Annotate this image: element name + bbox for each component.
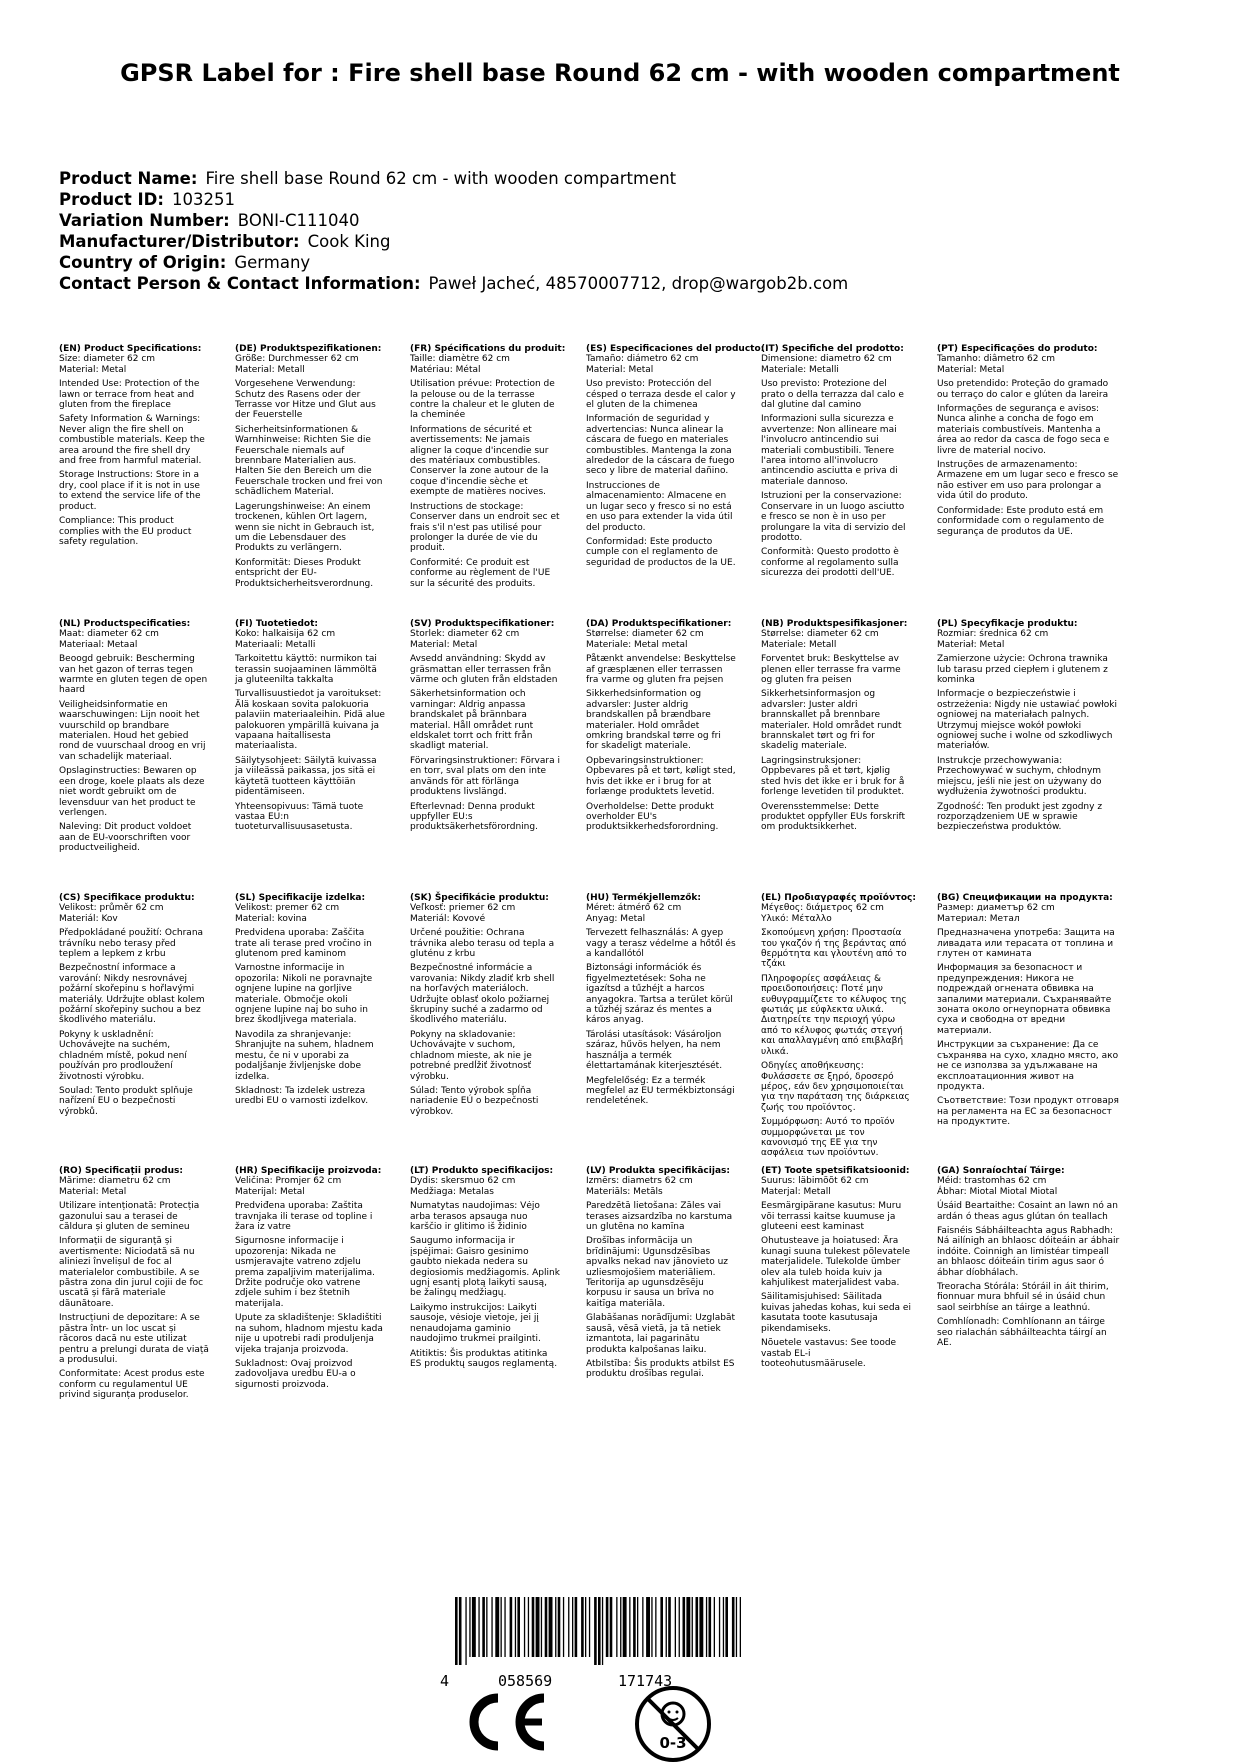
spec-line: Materijal: Metal bbox=[235, 1186, 305, 1197]
language-heading: (HR) Specifikacije proizvoda: bbox=[235, 1166, 382, 1176]
barcode-bar bbox=[699, 1597, 703, 1657]
barcode-bar bbox=[558, 1597, 561, 1657]
spec-line: Koko: halkaisija 62 cm bbox=[235, 629, 336, 640]
language-block bbox=[586, 619, 736, 837]
language-heading: (BG) Спецификации на продукта: bbox=[937, 893, 1113, 903]
spec-line: Οδηγίες αποθήκευσης: Φυλάσσετε σε ξηρό, δροσερό μέρος, εάν δεν χρησιμοποιείται για την παράταση της διάρκειας ζωής του προϊόντος. bbox=[761, 1061, 910, 1113]
spec-line: Navodila za shranjevanje: Shranjujte na suhem, hladnem mestu, če ni v uporabi za podaljšanje življenjske dobe izdelka. bbox=[235, 1029, 374, 1082]
spec-line: Conformità: Questo prodotto è conforme al regolamento sulla sicurezza dei prodotti dell'UE. bbox=[761, 547, 899, 579]
barcode-bar bbox=[723, 1597, 724, 1657]
barcode-bar bbox=[515, 1597, 516, 1657]
spec-line: Bezpečnostní informace a varování: Nikdy nesrovnávej požární skořepinu s hořlavými materiály. Udržujte oblast kolem požární skořepiny suchou a bez škodlivého materiálu. bbox=[59, 963, 205, 1026]
spec-line: Størrelse: diameter 62 cm bbox=[586, 629, 704, 640]
language-heading: (ET) Toote spetsifikatsioonid: bbox=[761, 1166, 910, 1176]
spec-line: Säilitamisjuhised: Säilitada kuivas jahedas kohas, kui seda ei kasutata toote kasutusaja pikendamiseks. bbox=[761, 1292, 911, 1334]
spec-line: Treoracha Stórála: Stóráil in áit thirim, fionnuar mura bhfuil sé in úsáid chun saol seirbhíse an táirge a leathnú. bbox=[937, 1282, 1109, 1313]
barcode-digits-middle: 058569 bbox=[498, 1672, 553, 1690]
spec-line: Compliance: This product complies with the EU product safety regulation. bbox=[59, 516, 192, 547]
barcode-bar bbox=[696, 1597, 699, 1657]
barcode-bar bbox=[714, 1597, 715, 1657]
language-block bbox=[235, 619, 385, 837]
product-info bbox=[59, 168, 1189, 294]
language-block bbox=[937, 893, 1122, 1132]
spec-line: Opbevaringsinstruktioner: Opbevares på et tørt, køligt sted, hvis det ikke er i brug for at forlænge produktets levetid. bbox=[586, 755, 736, 798]
spec-line: Materiál: Kov bbox=[59, 913, 118, 924]
info-row bbox=[59, 189, 1189, 210]
spec-line: Intended Use: Protection of the lawn or terrace from heat and gluten from the fireplace bbox=[59, 379, 200, 411]
barcode-bar bbox=[646, 1597, 650, 1657]
spec-line: Tarkoitettu käyttö: nurmikon tai terassin suojaaminen lämmöltä ja gluteenilta takkalta bbox=[235, 654, 377, 686]
spec-line: Určené použitie: Ochrana trávnika alebo terasu od tepla a gluténu z krbu bbox=[410, 928, 555, 960]
spec-line: Sikkerhedsinformation og advarsler: Juster aldrig brandskallen på brændbare materialer. Hold området omkring brandskal tørre og fri for skadeligt materiale. bbox=[586, 689, 721, 752]
spec-line: Forventet bruk: Beskyttelse av plenen eller terrasse fra varme og gluten fra peisen bbox=[761, 654, 901, 686]
language-heading: (LV) Produkta specifikācijas: bbox=[586, 1166, 730, 1176]
spec-line: Instrukcje przechowywania: Przechowywać w suchym, chłodnym miejscu, jeśli nie jest on używany do wydłużenia żywotności produktu. bbox=[937, 755, 1102, 798]
spec-line: Izmērs: diametrs 62 cm bbox=[586, 1176, 693, 1187]
spec-line: Materiale: Metall bbox=[761, 639, 837, 650]
info-row bbox=[59, 273, 1189, 294]
spec-line: Conformitate: Acest produs este conform cu regulamentul UE privind siguranța produselor. bbox=[59, 1369, 205, 1401]
barcode-bar bbox=[459, 1597, 462, 1665]
barcode-bar bbox=[482, 1597, 485, 1657]
spec-line: Material: Metal bbox=[937, 364, 1005, 375]
spec-line: Πληροφορίες ασφάλειας & προειδοποιήσεις: Ποτέ μην ευθυγραμμίζετε το κέλυφος της φωτιάς με εύφλεκτα υλικά. Διατηρείτε την περιοχή γύρω από το κέλυφος φωτιάς στεγνή και απαλλαγμένη από επιβλαβή υλικά. bbox=[761, 973, 907, 1057]
spec-line: Méid: trastomhas 62 cm bbox=[937, 1176, 1047, 1187]
spec-line: Maat: diameter 62 cm bbox=[59, 629, 159, 640]
barcode-bar bbox=[581, 1597, 584, 1657]
spec-line: Paredzētā lietošana: Zāles vai terases aizsardzība no karstuma un glutēna no kamīna bbox=[586, 1201, 733, 1233]
language-heading: (IT) Specifiche del prodotto: bbox=[761, 344, 904, 354]
spec-line: Veličina: Promjer 62 cm bbox=[235, 1176, 342, 1187]
spec-line: Medžiaga: Metalas bbox=[410, 1186, 494, 1197]
info-value: 103251 bbox=[171, 190, 235, 209]
language-block bbox=[59, 893, 209, 1121]
spec-line: Biztonsági információk és figyelmeztetések: Soha ne igazítsd a tűzhéjt a harcos anyagokra. Tartsa a terület körül a tűzhéj száraz és mentes a káros anyag. bbox=[586, 963, 733, 1026]
spec-line: Material: Metal bbox=[59, 364, 127, 375]
spec-line: Atitiktis: Šis produktas atitinka ES produktų saugos reglamentą. bbox=[410, 1348, 558, 1369]
spec-line: Glabāšanas norādījumi: Uzglabāt sausā, vēsā vietā, ja tā netiek izmantota, lai pagarinātu produkta kalpošanas laiku. bbox=[586, 1313, 735, 1355]
spec-line: Lagringsinstruksjoner: Oppbevares på et tørt, kjølig sted hvis det ikke er i bruk for å forlenge levetiden til produktet. bbox=[761, 755, 905, 798]
spec-line: Materiaal: Metaal bbox=[59, 639, 138, 650]
spec-line: Размер: диаметър 62 cm bbox=[937, 903, 1055, 914]
spec-line: Overholdelse: Dette produkt overholder EU's produktsikkerhedsforordning. bbox=[586, 801, 719, 833]
spec-line: Velikost: premer 62 cm bbox=[235, 903, 340, 914]
language-heading: (DA) Produktspecifikationer: bbox=[586, 619, 732, 629]
spec-line: Storage Instructions: Store in a dry, cool place if it is not in use to extend the service life of the product. bbox=[59, 470, 201, 512]
spec-line: Nõuetele vastavus: See toode vastab EL-i tooteohutusmäärusele. bbox=[761, 1338, 897, 1369]
barcode-bar bbox=[732, 1597, 735, 1657]
barcode-bar bbox=[623, 1597, 627, 1657]
info-value: Fire shell base Round 62 cm - with wooden compartment bbox=[205, 169, 677, 188]
spec-line: Safety Information & Warnings: Never align the fire shell on combustible materials. Keep the area around the fire shell dry and free from harmful material. bbox=[59, 414, 205, 467]
spec-line: Megfelelőség: Ez a termék megfelel az EU termékbiztonsági rendeletének. bbox=[586, 1075, 735, 1107]
barcode-bar bbox=[598, 1597, 601, 1665]
barcode-bar bbox=[655, 1597, 656, 1657]
spec-line: Uso pretendido: Proteção do gramado ou terraço do calor e glúten da lareira bbox=[937, 379, 1109, 400]
barcode-bar bbox=[629, 1597, 630, 1657]
barcode-bar bbox=[532, 1597, 535, 1657]
spec-line: Istruzioni per la conservazione: Conservare in un luogo asciutto e fresco se non è in uso per prolungare la vita di servizio del prodotto. bbox=[761, 491, 906, 543]
spec-line: Størrelse: diameter 62 cm bbox=[761, 629, 879, 640]
spec-line: Informações de segurança e avisos: Nunca alinhe a concha de fogo em materiais combustíveis. Mantenha a área ao redor da casca de fogo seca e livre de material nocivo. bbox=[937, 404, 1110, 456]
spec-line: Påtænkt anvendelse: Beskyttelse af græsplænen eller terrassen fra varme og gluten fra pejsen bbox=[586, 654, 736, 686]
language-heading: (CS) Specifikace produktu: bbox=[59, 893, 195, 903]
language-block bbox=[586, 893, 736, 1111]
spec-line: Informații de siguranță și avertismente: Niciodată să nu aliniezi învelișul de foc al materialelor combustibile. A se păstra zona din jurul cojii de foc uscată și fără materiale dăunătoare. bbox=[59, 1236, 204, 1309]
spec-line: Storlek: diameter 62 cm bbox=[410, 629, 520, 640]
barcode-bar bbox=[606, 1597, 609, 1657]
barcode-bar bbox=[725, 1597, 728, 1657]
spec-line: Velikost: průměr 62 cm bbox=[59, 903, 164, 914]
spec-line: Yhteensopivuus: Tämä tuote vastaa EU:n tuoteturvallisuusasetusta. bbox=[235, 801, 364, 833]
info-row bbox=[59, 168, 1189, 189]
spec-line: Naleving: Dit product voldoet aan de EU-voorschriften voor productveiligheid. bbox=[59, 822, 192, 854]
language-heading: (NL) Productspecificaties: bbox=[59, 619, 191, 629]
spec-line: Συμμόρφωση: Αυτό το προϊόν συμμορφώνεται με τον κανονισμό της ΕΕ για την ασφάλεια των προϊόντων. bbox=[761, 1117, 895, 1159]
language-heading: (ES) Especificaciones del producto: bbox=[586, 344, 765, 354]
barcode-bar bbox=[541, 1597, 542, 1657]
language-block bbox=[761, 619, 911, 837]
spec-line: Tárolási utasítások: Vásároljon száraz, hűvös helyen, ha nem használja a termék élettartamának kiterjesztését. bbox=[586, 1029, 723, 1072]
spec-line: Suurus: läbimõõt 62 cm bbox=[761, 1176, 869, 1187]
spec-line: Materiale: Metalli bbox=[761, 364, 839, 375]
spec-line: Materiał: Metal bbox=[937, 639, 1005, 650]
spec-line: Materiāls: Metāls bbox=[586, 1186, 663, 1197]
spec-line: Materiale: Metal metal bbox=[586, 639, 688, 650]
spec-line: Veľkosť: priemer 62 cm bbox=[410, 903, 516, 914]
spec-line: Instrucciones de almacenamiento: Almacene en un lugar seco y fresco si no está en uso para extender la vida útil del producto. bbox=[586, 480, 733, 533]
barcode-bar bbox=[594, 1597, 597, 1665]
language-block bbox=[410, 344, 566, 593]
language-block bbox=[586, 1166, 736, 1384]
barcode-bar bbox=[517, 1597, 520, 1657]
spec-line: Veiligheidsinformatie en waarschuwingen: Lijn nooit het vuurschild op brandbare materialen. Houd het gebied rond de vuurschaal droog en vrij van schadelijk materiaal. bbox=[59, 699, 206, 762]
language-block bbox=[761, 344, 911, 583]
barcode-bar bbox=[602, 1597, 603, 1665]
spec-line: Información de seguridad y advertencias: Nunca alinear la cáscara de fuego en materiales combustibles. Mantenga la zona alrededor de la cáscara de fuego seco y libre de material dañino. bbox=[586, 414, 735, 477]
ce-mark-icon bbox=[460, 1692, 552, 1752]
language-block bbox=[410, 619, 560, 837]
spec-line: Informations de sécurité et avertissements: Ne jamais aligner la coque d'incendie sur des matériaux combustibles. Conserver la zone autour de la coque d'incendie sèche et exempte de matières nocives. bbox=[410, 424, 549, 498]
spec-line: Varnostne informacije in opozorila: Nikoli ne poravnajte ognjene lupine na gorljive materiale. Območje okoli ognjene lupine naj bo suho in brez škodljivega materiala. bbox=[235, 963, 373, 1026]
language-heading: (GA) Sonraíochtaí Táirge: bbox=[937, 1166, 1065, 1176]
spec-line: Materiál: Kovové bbox=[410, 913, 486, 924]
language-heading: (PL) Specyfikacje produktu: bbox=[937, 619, 1078, 629]
spec-line: Informacje o bezpieczeństwie i ostrzeżenia: Nigdy nie ustawiać powłoki ogniowej na materiałach palnych. Utrzymuj miejsce wokół powłoki ogniowej suche i wolne od szkodliwych materiałów. bbox=[937, 689, 1117, 752]
language-block bbox=[59, 344, 209, 551]
spec-line: Laikymo instrukcijos: Laikyti sausoje, vėsioje vietoje, jei jį nenaudojama gaminio naudojimo trukmei prailginti. bbox=[410, 1302, 541, 1345]
barcode-bar bbox=[660, 1597, 663, 1657]
spec-line: Eesmärgipärane kasutus: Muru või terrassi kaitse kuumuse ja gluteeni eest kaminast bbox=[761, 1201, 902, 1233]
spec-line: Säilytysohjeet: Säilytä kuivassa ja viileässä paikassa, jos sitä ei käytetä tuotteen käyttöiän pidentämiseen. bbox=[235, 755, 377, 798]
spec-line: Atbilstība: Šis produkts atbilst ES produktu drošības regulai. bbox=[586, 1358, 735, 1380]
barcode-bar bbox=[736, 1597, 737, 1657]
language-block bbox=[59, 1166, 209, 1405]
language-block bbox=[937, 1166, 1122, 1353]
barcode-bar bbox=[528, 1597, 529, 1657]
language-block bbox=[761, 1166, 911, 1373]
spec-line: Úsáid Beartaithe: Cosaint an lawn nó an ardán ó theas agus glútan ón teallach bbox=[937, 1201, 1118, 1222]
page-title: GPSR Label for : Fire shell base Round 62 cm - with wooden compartment bbox=[120, 59, 1120, 87]
spec-line: Taille: diamètre 62 cm bbox=[410, 354, 510, 365]
spec-line: Materiaali: Metalli bbox=[235, 639, 316, 650]
language-heading: (HU) Termékjellemzők: bbox=[586, 893, 702, 903]
spec-line: Drošības informācija un brīdinājumi: Ugunsdzēsības apvalks nekad nav jānovieto uz uzliesmojošiem materiāliem. Teritorija ap ugunsdzēsēju korpusu ir sausa un brīva no kaitīga materiāla. bbox=[586, 1236, 729, 1309]
spec-line: Material: Metall bbox=[235, 364, 305, 375]
spec-line: Säkerhetsinformation och varningar: Aldrig anpassa brandskalet på brännbara material. Håll området runt eldskalet torrt och fritt från skadligt material. bbox=[410, 689, 534, 752]
spec-line: Uso previsto: Protezione del prato o della terrazza dal calo e dal glutine dal camino bbox=[761, 379, 904, 411]
barcode-bar bbox=[740, 1597, 741, 1657]
spec-line: Sikkerhetsinformasjon og advarsler: Juster aldri brannskallet på brennbare materialer. Hold området rundt brannskalet tørt og fri for skadelig materiale. bbox=[761, 689, 902, 752]
info-label: Product ID: bbox=[59, 190, 164, 209]
spec-line: Uso previsto: Protección del césped o terraza desde el calor y el gluten de la chimenea bbox=[586, 379, 736, 411]
language-block bbox=[59, 619, 209, 858]
barcode-digits-right: 171743 bbox=[618, 1672, 673, 1690]
barcode-bar bbox=[675, 1597, 676, 1657]
info-row bbox=[59, 231, 1189, 252]
barcode-bar bbox=[555, 1597, 556, 1657]
barcode-bar bbox=[686, 1597, 690, 1657]
barcode-bar bbox=[642, 1597, 643, 1657]
barcode-bar bbox=[616, 1597, 617, 1657]
spec-line: Conformidad: Este producto cumple con el reglamento de seguridad de productos de la UE. bbox=[586, 536, 736, 568]
barcode-bar bbox=[589, 1597, 590, 1657]
barcode-bar bbox=[668, 1597, 671, 1657]
spec-line: Sicherheitsinformationen & Warnhinweise: Richten Sie die Feuerschale niemals auf brennbare Materialien aus. Halten Sie den Bereich um die Feuerschale trocken und frei von schädlichem Material. bbox=[235, 424, 383, 498]
language-block bbox=[410, 893, 560, 1121]
spec-line: Material: kovina bbox=[235, 913, 307, 924]
info-label: Contact Person & Contact Information: bbox=[59, 274, 421, 293]
language-heading: (FI) Tuotetiedot: bbox=[235, 619, 319, 629]
spec-line: Turvallisuustiedot ja varoitukset: Älä koskaan sovita palokuoria palaviin materiaaleihin. Pidä alue palokuoren ympärillä kuivana ja vapaana haitallisesta materiaalista. bbox=[235, 689, 385, 752]
language-heading: (NB) Produktspesifikasjoner: bbox=[761, 619, 908, 629]
barcode-bar bbox=[486, 1597, 487, 1657]
spec-line: Upute za skladištenje: Skladištiti na suhom, hladnom mjestu kada nije u upotrebi radi produljenja vijeka trajanja proizvoda. bbox=[235, 1313, 383, 1355]
language-block bbox=[586, 344, 765, 572]
barcode bbox=[455, 1597, 740, 1665]
language-block bbox=[235, 1166, 385, 1394]
spec-line: Instrucțiuni de depozitare: A se păstra într- un loc uscat și răcoros dacă nu este utilizat pentru a prelungi durata de viață a produsului. bbox=[59, 1313, 209, 1365]
barcode-bar bbox=[545, 1597, 548, 1657]
language-block bbox=[410, 1166, 560, 1373]
spec-line: Sukladnost: Ovaj proizvod zadovoljava uredbu EU-a o sigurnosti proizvoda. bbox=[235, 1358, 356, 1390]
spec-line: Avsedd användning: Skydd av gräsmattan eller terrassen från värme och gluten från eldstaden bbox=[410, 654, 558, 686]
barcode-bar bbox=[666, 1597, 667, 1657]
barcode-digit-left: 4 bbox=[440, 1672, 450, 1690]
language-heading: (EL) Προδιαγραφές προϊόντος: bbox=[761, 893, 916, 903]
spec-line: Konformität: Dieses Produkt entspricht der EU-Produktsicherheitsverordnung. bbox=[235, 557, 374, 589]
spec-line: Skladnost: Ta izdelek ustreza uredbi EU o varnosti izdelkov. bbox=[235, 1085, 369, 1107]
spec-line: Tamaño: diámetro 62 cm bbox=[586, 354, 699, 365]
barcode-bar bbox=[679, 1597, 680, 1657]
spec-line: Съответствие: Този продукт отговаря на регламента на ЕС за безопасност на продуктите. bbox=[937, 1096, 1119, 1128]
barcode-bar bbox=[633, 1597, 636, 1657]
barcode-bar bbox=[469, 1597, 470, 1657]
language-block bbox=[937, 344, 1122, 541]
spec-line: Faisnéis Sábháilteachta agus Rabhadh: Ná ailínigh an bhlaosc dóiteáin ar ábhair indóite. Coinnigh an limistéar timpeall an bhlaosc dóiteáin tirim agus saor ó ábhar díobhálach. bbox=[937, 1226, 1120, 1278]
spec-line: Pokyny k uskladnění: Uchovávejte na suchém, chladném místě, pokud není používán pro prodloužení životnosti výrobku. bbox=[59, 1029, 187, 1082]
barcode-bar bbox=[478, 1597, 479, 1657]
spec-line: Conformidade: Este produto está em conformidade com o regulamento de segurança de produtos da UE. bbox=[937, 505, 1105, 537]
language-heading: (RO) Specificații produs: bbox=[59, 1166, 183, 1176]
spec-line: Rozmiar: średnica 62 cm bbox=[937, 629, 1049, 640]
spec-line: Förvaringsinstruktioner: Förvara i en torr, sval plats om den inte används för att förlänga produktens livslängd. bbox=[410, 755, 560, 798]
spec-line: Dydis: skersmuo 62 cm bbox=[410, 1176, 516, 1187]
spec-line: Material: Metal bbox=[59, 1186, 127, 1197]
language-heading: (SL) Specifikacije izdelka: bbox=[235, 893, 366, 903]
spec-line: Ohutusteave ja hoiatused: Ära kunagi suuna tulekest põlevatele materjalidele. Tulekolde ümber olev ala tuleb hoida kuiv ja kahjulikest materjalidest vaba. bbox=[761, 1236, 911, 1289]
spec-line: Predvidena uporaba: Zaščita trate ali terase pred vročino in glutenom pred kaminom bbox=[235, 928, 372, 960]
spec-line: Größe: Durchmesser 62 cm bbox=[235, 354, 359, 365]
barcode-bar bbox=[465, 1597, 466, 1665]
barcode-bar bbox=[692, 1597, 693, 1657]
spec-line: Numatytas naudojimas: Vėjo arba terasos apsauga nuo karščio ir glitimo iš židinio bbox=[410, 1201, 540, 1233]
spec-line: Μέγεθος: διάμετρος 62 cm bbox=[761, 903, 884, 914]
info-value: Cook King bbox=[307, 232, 391, 251]
spec-line: Lagerungshinweise: An einem trockenen, kühlen Ort lagern, wenn sie nicht in Gebrauch ist, um die Lebensdauer des Produkts zu verlängern. bbox=[235, 501, 375, 554]
language-heading: (FR) Spécifications du produit: bbox=[410, 344, 566, 354]
barcode-bar bbox=[610, 1597, 613, 1657]
spec-line: Σκοπούμενη χρήση: Προστασία του γκαζόν ή της βεράντας από θερμότητα και γλουτένη από το τζάκι bbox=[761, 928, 907, 970]
language-block bbox=[761, 893, 916, 1163]
info-row bbox=[59, 210, 1189, 231]
info-label: Product Name: bbox=[59, 169, 198, 188]
info-value: Germany bbox=[234, 253, 311, 272]
spec-line: Comhlíonadh: Comhlíonann an táirge seo rialachán sábháilteachta táirgí an AE. bbox=[937, 1317, 1107, 1349]
spec-line: Materjal: Metall bbox=[761, 1186, 831, 1197]
spec-line: Material: Metal bbox=[410, 639, 478, 650]
barcode-bar bbox=[491, 1597, 492, 1657]
info-label: Country of Origin: bbox=[59, 253, 227, 272]
spec-line: Mărime: diametru 62 cm bbox=[59, 1176, 171, 1187]
language-block bbox=[235, 344, 385, 593]
barcode-bar bbox=[563, 1597, 564, 1657]
barcode-bar bbox=[709, 1597, 712, 1657]
barcode-bar bbox=[455, 1597, 458, 1665]
barcode-bar bbox=[572, 1597, 573, 1657]
spec-line: Предназначена употреба: Защита на ливадата или терасата от топлина и глутен от камината bbox=[937, 928, 1115, 960]
barcode-bar bbox=[501, 1597, 502, 1657]
spec-line: Υλικό: Μέταλλο bbox=[761, 913, 832, 924]
spec-line: Efterlevnad: Denna produkt uppfyller EU:s produktsäkerhetsförordning. bbox=[410, 801, 538, 833]
barcode-bar bbox=[495, 1597, 499, 1657]
barcode-bar bbox=[651, 1597, 652, 1657]
barcode-bar bbox=[575, 1597, 578, 1657]
language-heading: (SV) Produktspecifikationer: bbox=[410, 619, 555, 629]
info-row bbox=[59, 252, 1189, 273]
spec-line: Материал: Метал bbox=[937, 913, 1020, 924]
spec-line: Bezpečnostné informácie a varovania: Nikdy zladiť krb shell na horľavých materiáloch. Udržujte oblasť okolo požiarnej škrupiny suché a zadarmo od škodlivého materiálu. bbox=[410, 963, 555, 1026]
info-label: Variation Number: bbox=[59, 211, 230, 230]
language-heading: (LT) Produkto specifikacijos: bbox=[410, 1166, 554, 1176]
spec-line: Instructions de stockage: Conserver dans un endroit sec et frais s'il n'est pas utilisé pour prolonger la durée de vie du produit. bbox=[410, 501, 560, 554]
spec-line: Předpokládané použití: Ochrana trávníku nebo terasy před teplem a lepkem z krbu bbox=[59, 928, 204, 960]
language-heading: (PT) Especificações do produto: bbox=[937, 344, 1098, 354]
age-warning-label: 0-3 bbox=[659, 1734, 687, 1752]
spec-line: Súlad: Tento výrobok spĺňa nariadenie EÚ o bezpečnosti výrobkov. bbox=[410, 1085, 539, 1117]
spec-line: Conformité: Ce produit est conforme au règlement de l'UE sur la sécurité des produits. bbox=[410, 557, 551, 589]
barcode-bar bbox=[472, 1597, 476, 1657]
barcode-bar bbox=[637, 1597, 638, 1657]
spec-line: Vorgesehene Verwendung: Schutz des Rasens oder der Terrasse vor Hitze und Glut aus der Feuerstelle bbox=[235, 379, 376, 421]
spec-line: Zgodność: Ten produkt jest zgodny z rozporządzeniem UE w sprawie bezpieczeństwa produktów. bbox=[937, 801, 1103, 833]
spec-line: Zamierzone użycie: Ochrona trawnika lub tarasu przed ciepłem i glutenem z kominka bbox=[937, 654, 1108, 686]
barcode-bar bbox=[585, 1597, 586, 1657]
barcode-bar bbox=[510, 1597, 513, 1657]
spec-line: Utilizare intenționată: Protecția gazonului sau a terasei de căldura și gluten de semineu bbox=[59, 1201, 200, 1233]
spec-line: Saugumo informacija ir įspėjimai: Gaisro gesinimo gaubto niekada nedera su degiosiomis medžiagomis. Aplink ugnį esantį plotą laikyti sausą, be žalingų medžiagų. bbox=[410, 1236, 560, 1299]
spec-line: Predviđena uporaba: Zaštita travnjaka ili terase od topline i žara iz vatre bbox=[235, 1201, 373, 1233]
spec-line: Opslaginstructies: Bewaren op een droge, koele plaats als deze niet wordt gebruikt om de levensduur van het product te verlengen. bbox=[59, 766, 205, 818]
spec-line: Size: diameter 62 cm bbox=[59, 354, 156, 365]
spec-line: Informazioni sulla sicurezza e avvertenze: Non allineare mai l'involucro antincendio sui materiali combustibili. Tenere l'area intorno all'involucro antincendio asciutta e priva di materiale dannoso. bbox=[761, 414, 898, 487]
spec-line: Méret: átmérő 62 cm bbox=[586, 903, 682, 914]
barcode-bar bbox=[706, 1597, 707, 1657]
spec-line: Material: Metal bbox=[586, 364, 654, 375]
language-block bbox=[235, 893, 385, 1111]
spec-line: Инструкции за съхранение: Да се съхранява на сухо, хладно място, ако не се използва за удължаване на експлоатационния живот на продукта. bbox=[937, 1040, 1119, 1092]
spec-line: Pokyny na skladovanie: Uchovávajte v suchom, chladnom mieste, ak nie je potrebné predĺžiť životnosť výrobku. bbox=[410, 1029, 532, 1082]
spec-line: Tamanho: diâmetro 62 cm bbox=[937, 354, 1056, 365]
spec-line: Instruções de armazenamento: Armazene em um lugar seco e fresco se não estiver em uso para prolongar a vida útil do produto. bbox=[937, 460, 1119, 502]
barcode-bar bbox=[620, 1597, 621, 1657]
spec-line: Ábhar: Miotal Miotal Miotal bbox=[937, 1186, 1058, 1197]
spec-line: Tervezett felhasználás: A gyep vagy a terasz védelme a hőtől és a kandallótól bbox=[586, 928, 736, 960]
age-warning-icon bbox=[633, 1684, 713, 1764]
info-value: Paweł Jacheć, 48570007712, drop@wargob2b.com bbox=[428, 274, 849, 293]
spec-line: Matériau: Métal bbox=[410, 364, 481, 375]
barcode-bar bbox=[568, 1597, 569, 1657]
spec-line: Beoogd gebruik: Bescherming van het gazon of terras tegen warmte en gluten tegen de open haard bbox=[59, 654, 208, 696]
info-value: BONI-C111040 bbox=[237, 211, 360, 230]
language-block bbox=[937, 619, 1122, 837]
spec-line: Информация за безопасност и предупреждения: Никога не подреждай огнената обвивка на запалими материали. Съхранявайте зоната около огнеупорната обвивка суха и свободна от вредни материали. bbox=[937, 963, 1112, 1036]
spec-line: Sigurnosne informacije i upozorenja: Nikada ne usmjeravajte vatreno zdjelu prema zapaljivim materijalima. Držite područje oko vatrene zdjele suhim i bez štetnih materijala. bbox=[235, 1236, 376, 1309]
barcode-bar bbox=[549, 1597, 553, 1657]
spec-line: Overensstemmelse: Dette produktet oppfyller EUs forskrift om produktsikkerhet. bbox=[761, 801, 906, 833]
barcode-bar bbox=[536, 1597, 540, 1657]
barcode-bar bbox=[683, 1597, 686, 1657]
spec-line: Dimensione: diametro 62 cm bbox=[761, 354, 892, 365]
barcode-bar bbox=[504, 1597, 505, 1657]
language-heading: (SK) Špecifikácie produktu: bbox=[410, 893, 549, 903]
info-label: Manufacturer/Distributor: bbox=[59, 232, 300, 251]
language-heading: (DE) Produktspezifikationen: bbox=[235, 344, 382, 354]
spec-line: Utilisation prévue: Protection de la pelouse ou de la terrasse contre la chaleur et le gluten de la cheminée bbox=[410, 379, 555, 421]
barcode-bar bbox=[524, 1597, 525, 1657]
spec-line: Soulad: Tento produkt splňuje nařízení EU o bezpečnosti výrobků. bbox=[59, 1085, 193, 1117]
spec-line: Anyag: Metal bbox=[586, 913, 646, 924]
language-heading: (EN) Product Specifications: bbox=[59, 344, 202, 354]
barcode-bar bbox=[719, 1597, 720, 1657]
